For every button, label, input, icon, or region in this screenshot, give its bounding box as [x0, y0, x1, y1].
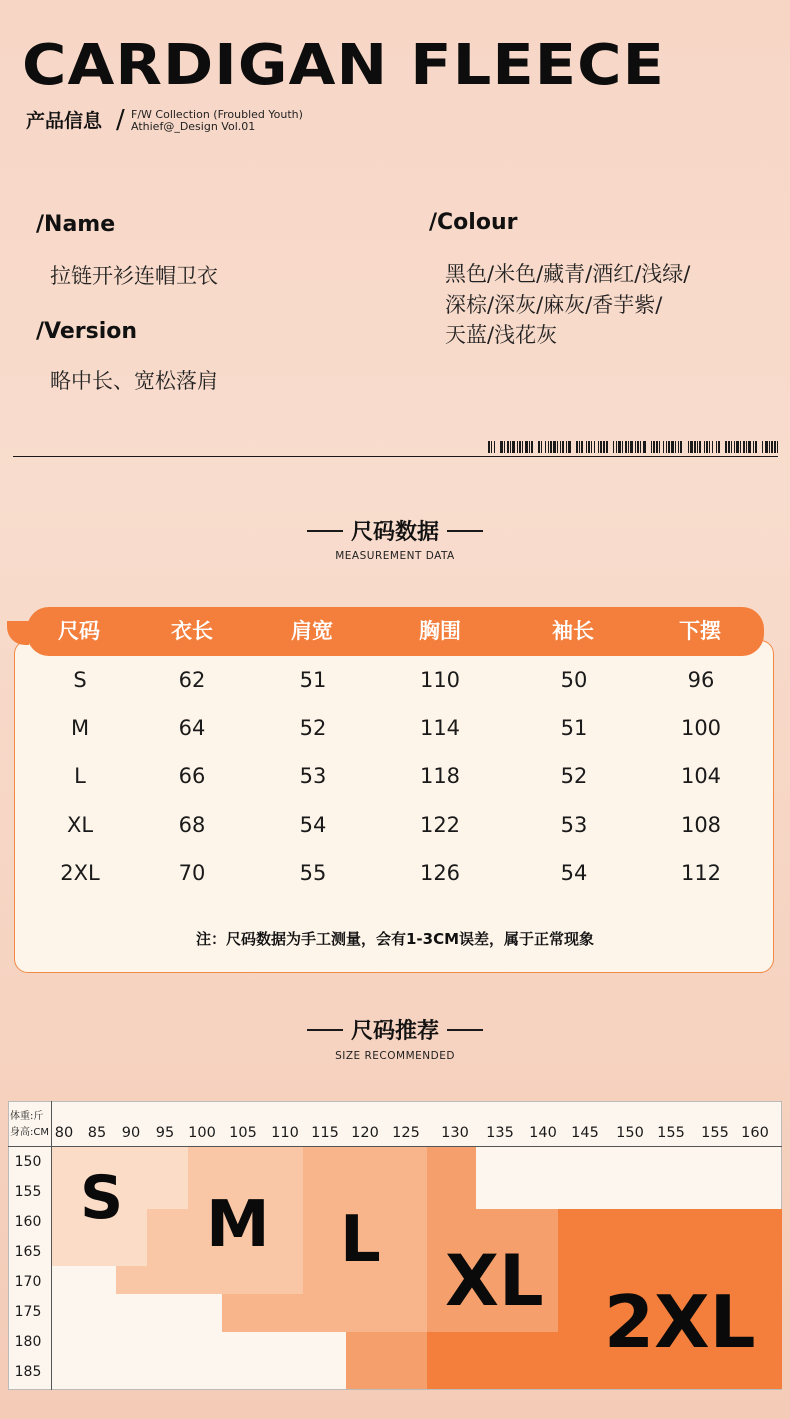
- height-tick: 185: [14, 1364, 42, 1380]
- section-divider: [13, 456, 778, 457]
- weight-tick: 155: [657, 1125, 685, 1141]
- chart-axis-divider-vertical: [51, 1101, 52, 1390]
- cell-length-1: 62: [178, 668, 206, 692]
- cell-chest-5: 126: [419, 861, 461, 885]
- cell-hem-2: 100: [680, 716, 722, 740]
- colour-label: /Colour: [429, 210, 518, 235]
- weight-tick: 140: [529, 1125, 557, 1141]
- cell-length-4: 68: [178, 813, 206, 837]
- cell-chest-3: 118: [419, 764, 461, 788]
- cell-sleeve-1: 50: [560, 668, 588, 692]
- weight-tick: 145: [571, 1125, 599, 1141]
- height-tick: 170: [14, 1274, 42, 1290]
- cell-size-5: 2XL: [60, 861, 100, 885]
- cell-shoulder-5: 55: [299, 861, 327, 885]
- weight-tick: 125: [392, 1125, 420, 1141]
- collection-line: F/W Collection (Froubled Youth): [131, 108, 303, 121]
- weight-tick: 85: [87, 1125, 107, 1141]
- product-info-label: 产品信息: [26, 110, 103, 132]
- name-label: /Name: [36, 212, 116, 237]
- weight-tick: 135: [486, 1125, 514, 1141]
- design-line: Athief@_Design Vol.01: [131, 120, 256, 133]
- cell-hem-4: 108: [680, 813, 722, 837]
- col-header-chest: 胸围: [419, 619, 461, 643]
- size-region-m: [116, 1266, 303, 1294]
- height-tick: 165: [14, 1244, 42, 1260]
- cell-hem-5: 112: [680, 861, 722, 885]
- cell-size-1: S: [73, 668, 87, 692]
- size-region-xl: [427, 1147, 476, 1209]
- col-header-sleeve: 袖长: [552, 619, 594, 643]
- size-label-m: M: [206, 1188, 270, 1262]
- col-header-hem: 下摆: [679, 619, 721, 643]
- weight-axis-head: 体重:斤: [10, 1111, 44, 1122]
- cell-chest-1: 110: [419, 668, 461, 692]
- barcode-decoration: [488, 441, 778, 453]
- size-region-l: [222, 1294, 427, 1332]
- recommend-title: 尺码推荐: [0, 1018, 790, 1046]
- cell-hem-3: 104: [680, 764, 722, 788]
- cell-size-4: XL: [66, 813, 94, 837]
- height-tick: 150: [14, 1154, 42, 1170]
- weight-tick: 100: [188, 1125, 216, 1141]
- height-axis-head: 身高:CM: [10, 1127, 49, 1138]
- cell-sleeve-3: 52: [560, 764, 588, 788]
- recommend-subtitle: SIZE RECOMMENDED: [335, 1050, 455, 1062]
- subtitle-slash: /: [116, 105, 125, 135]
- weight-tick: 150: [616, 1125, 644, 1141]
- height-tick: 180: [14, 1334, 42, 1350]
- weight-tick: 160: [741, 1125, 769, 1141]
- weight-tick: 105: [229, 1125, 257, 1141]
- cell-shoulder-2: 52: [299, 716, 327, 740]
- weight-tick: 80: [54, 1125, 74, 1141]
- cell-hem-1: 96: [687, 668, 715, 692]
- weight-tick: 155: [701, 1125, 729, 1141]
- height-tick: 175: [14, 1304, 42, 1320]
- size-label-l: L: [340, 1203, 381, 1277]
- size-region-xl: [346, 1332, 427, 1389]
- measurement-title: 尺码数据: [0, 519, 790, 547]
- colour-line-1: 黑色/米色/藏青/酒红/浅绿/: [445, 262, 691, 286]
- col-header-shoulder: 肩宽: [291, 619, 333, 643]
- weight-tick: 90: [121, 1125, 141, 1141]
- height-tick: 155: [14, 1184, 42, 1200]
- cell-shoulder-3: 53: [299, 764, 327, 788]
- measurement-subtitle: MEASUREMENT DATA: [335, 550, 455, 562]
- cell-chest-4: 122: [419, 813, 461, 837]
- height-tick: 160: [14, 1214, 42, 1230]
- size-table-header: [27, 607, 764, 656]
- cell-shoulder-4: 54: [299, 813, 327, 837]
- cell-sleeve-4: 53: [560, 813, 588, 837]
- weight-tick: 120: [351, 1125, 379, 1141]
- size-label-xl: XL: [445, 1240, 544, 1322]
- version-value: 略中长、宽松落肩: [50, 369, 218, 393]
- weight-tick: 115: [311, 1125, 339, 1141]
- col-header-length: 衣长: [171, 619, 213, 643]
- cell-length-3: 66: [178, 764, 206, 788]
- cell-sleeve-5: 54: [560, 861, 588, 885]
- name-value: 拉链开衫连帽卫衣: [50, 264, 218, 288]
- weight-tick: 130: [441, 1125, 469, 1141]
- chart-axis-divider-horizontal: [8, 1146, 782, 1147]
- size-label-2xl: 2XL: [604, 1280, 756, 1364]
- weight-tick: 95: [155, 1125, 175, 1141]
- cell-size-3: L: [74, 764, 86, 788]
- page-title: CARDIGAN FLEECE: [22, 33, 665, 98]
- cell-shoulder-1: 51: [299, 668, 327, 692]
- cell-chest-2: 114: [419, 716, 461, 740]
- cell-length-5: 70: [178, 861, 206, 885]
- cell-length-2: 64: [178, 716, 206, 740]
- colour-line-3: 天蓝/浅花灰: [445, 323, 558, 347]
- size-label-s: S: [80, 1163, 124, 1233]
- weight-tick: 110: [271, 1125, 299, 1141]
- colour-line-2: 深棕/深灰/麻灰/香芋紫/: [445, 293, 663, 317]
- cell-size-2: M: [70, 716, 90, 740]
- table-note: 注：尺码数据为手工测量，会有1-3CM误差，属于正常现象: [195, 930, 595, 948]
- cell-sleeve-2: 51: [560, 716, 588, 740]
- version-label: /Version: [36, 319, 138, 344]
- col-header-size: 尺码: [58, 619, 100, 643]
